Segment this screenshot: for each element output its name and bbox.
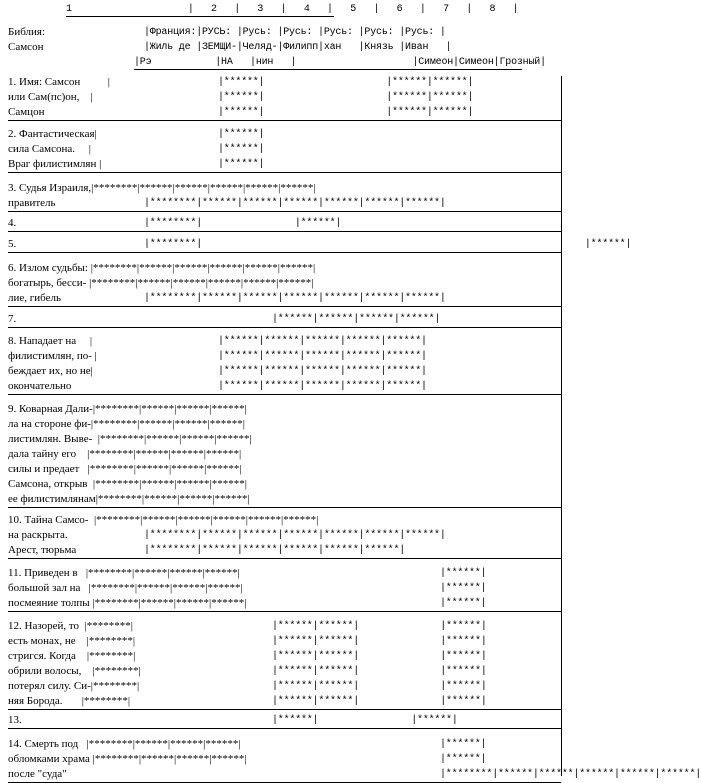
section-12-line: 12. Назорей, то |********| bbox=[8, 620, 133, 632]
section-12-marks: |******|******| |******| bbox=[272, 666, 487, 677]
section-7-marks: |******|******|******|******| bbox=[272, 314, 441, 325]
section-rule bbox=[8, 709, 561, 710]
section-rule bbox=[8, 728, 561, 729]
section-2-marks: |******| bbox=[218, 159, 265, 170]
section-5-marks: |********| |******| bbox=[144, 239, 632, 250]
section-rule bbox=[8, 306, 561, 307]
section-11-marks: |******| bbox=[440, 598, 487, 609]
section-rule bbox=[8, 394, 561, 395]
section-8-marks: |******|******|******|******|******| bbox=[218, 351, 427, 362]
header-cols-2: |Жиль де |ЗЕМЩИ-|Челяд-|Филипп|хан |Князь |Иван | bbox=[144, 42, 452, 53]
section-12-marks: |******|******| |******| bbox=[272, 681, 487, 692]
section-14-line: после "суда" bbox=[8, 768, 67, 780]
section-1-marks: |******| |******|******| bbox=[218, 92, 474, 103]
section-1-marks: |******| |******|******| bbox=[218, 107, 474, 118]
section-11-line: 11. Приведен в |********|******|******|******| bbox=[8, 567, 240, 579]
section-13-line: 13. bbox=[8, 714, 22, 726]
section-4-line: 4. bbox=[8, 217, 17, 229]
header-left-2: Самсон bbox=[8, 41, 44, 53]
section-12-marks: |******|******| |******| bbox=[272, 696, 487, 707]
section-14-marks: |********|******|******|******|******|******| bbox=[440, 769, 701, 780]
section-1-marks: |******| |******|******| bbox=[218, 77, 474, 88]
header-rule bbox=[134, 69, 522, 70]
section-rule bbox=[8, 231, 561, 232]
section-rule bbox=[8, 507, 561, 508]
section-10-marks: |********|******|******|******|******|******| bbox=[144, 545, 406, 556]
section-10-line: Арест, тюрьма bbox=[8, 544, 77, 556]
section-3-line: правитель bbox=[8, 197, 56, 209]
section-8-line: беждает их, но не| bbox=[8, 365, 93, 377]
section-2-line: 2. Фантастическая| bbox=[8, 128, 97, 140]
section-11-marks: |******| bbox=[440, 568, 487, 579]
section-8-line: филистимлян, по- | bbox=[8, 350, 97, 362]
section-5-line: 5. bbox=[8, 238, 17, 250]
section-rule bbox=[8, 252, 561, 253]
section-14-marks: |******| bbox=[440, 754, 487, 765]
header-left-1: Библия: bbox=[8, 26, 46, 38]
header-underline bbox=[66, 16, 334, 17]
section-rule bbox=[8, 120, 561, 121]
section-9-line: ее филистимлянам|********|******|******|******| bbox=[8, 493, 250, 505]
column-numbers: 1 | 2 | 3 | 4 | 5 | 6 | 7 | 8 | bbox=[66, 4, 519, 15]
section-6-line: лие, гибель bbox=[8, 292, 61, 304]
section-9-line: листимлян. Выве- |********|******|******|******| bbox=[8, 433, 252, 445]
section-8-line: 8. Нападает на | bbox=[8, 335, 93, 347]
section-14-marks: |******| bbox=[440, 739, 487, 750]
section-12-marks: |******|******| |******| bbox=[272, 621, 487, 632]
section-1-line: 1. Имя: Самсон | bbox=[8, 76, 110, 88]
section-rule bbox=[8, 211, 561, 212]
section-1-line: или Сам(пс)он, | bbox=[8, 91, 93, 103]
section-12-line: есть монах, не |********| bbox=[8, 635, 136, 647]
section-12-line: потерял силу. Си-|********| bbox=[8, 680, 140, 692]
section-12-line: обрили волосы, |********| bbox=[8, 665, 141, 677]
section-9-line: Самсона, открыв |********|******|******|******| bbox=[8, 478, 247, 490]
section-6-line: 6. Излом судьбы: |********|******|******|******|******|******| bbox=[8, 262, 316, 274]
section-rule bbox=[8, 611, 561, 612]
section-12-line: стригся. Когда |********| bbox=[8, 650, 136, 662]
table-right-edge bbox=[561, 76, 562, 776]
section-2-marks: |******| bbox=[218, 129, 265, 140]
section-7-line: 7. bbox=[8, 313, 17, 325]
section-8-marks: |******|******|******|******|******| bbox=[218, 336, 427, 347]
section-12-line: няя Борода. |********| bbox=[8, 695, 131, 707]
section-3-marks: |********|******|******|******|******|******|******| bbox=[144, 198, 446, 209]
section-11-line: большой зал на |********|******|******|******| bbox=[8, 582, 243, 594]
section-11-marks: |******| bbox=[440, 583, 487, 594]
section-9-line: силы и предает |********|******|******|******| bbox=[8, 463, 242, 475]
header-cols-3: |Рэ |НА |нин | |Симеон|Симеон|Грозный| bbox=[134, 57, 546, 68]
section-2-marks: |******| bbox=[218, 144, 265, 155]
section-6-marks: |********|******|******|******|******|******|******| bbox=[144, 293, 446, 304]
section-2-line: сила Самсона. | bbox=[8, 143, 91, 155]
section-10-line: 10. Тайна Самсо- |********|******|******|******|******|******| bbox=[8, 514, 319, 526]
section-6-line: богатырь, бесси- |********|******|******|******|******|******| bbox=[8, 277, 314, 289]
section-9-line: дала тайну его |********|******|******|******| bbox=[8, 448, 242, 460]
section-10-line: на раскрыта. bbox=[8, 529, 68, 541]
section-8-line: окончательно bbox=[8, 380, 72, 392]
section-12-marks: |******|******| |******| bbox=[272, 651, 487, 662]
section-3-line: 3. Судья Израиля,|********|******|******|******|******|******| bbox=[8, 182, 316, 194]
section-rule bbox=[8, 558, 561, 559]
section-13-marks: |******| |******| bbox=[272, 715, 458, 726]
section-14-line: обломками храма |********|******|******|******| bbox=[8, 753, 247, 765]
section-4-marks: |********| |******| bbox=[144, 218, 342, 229]
header-cols-1: |Франция:|РУСЬ: |Русь: |Русь: |Русь: |Русь: |Русь: | bbox=[144, 27, 446, 38]
section-10-marks: |********|******|******|******|******|******|******| bbox=[144, 530, 446, 541]
section-9-line: ла на стороне фи-|********|******|******|******| bbox=[8, 418, 245, 430]
section-8-marks: |******|******|******|******|******| bbox=[218, 366, 427, 377]
section-14-line: 14. Смерть под |********|******|******|******| bbox=[8, 738, 241, 750]
section-rule bbox=[8, 327, 561, 328]
section-8-marks: |******|******|******|******|******| bbox=[218, 381, 427, 392]
section-rule bbox=[8, 172, 561, 173]
section-11-line: посмеяние толпы |********|******|******|******| bbox=[8, 597, 247, 609]
section-1-line: Самцон bbox=[8, 106, 45, 118]
section-12-marks: |******|******| |******| bbox=[272, 636, 487, 647]
section-2-line: Враг филистимлян | bbox=[8, 158, 102, 170]
section-9-line: 9. Коварная Дали-|********|******|******|******| bbox=[8, 403, 247, 415]
